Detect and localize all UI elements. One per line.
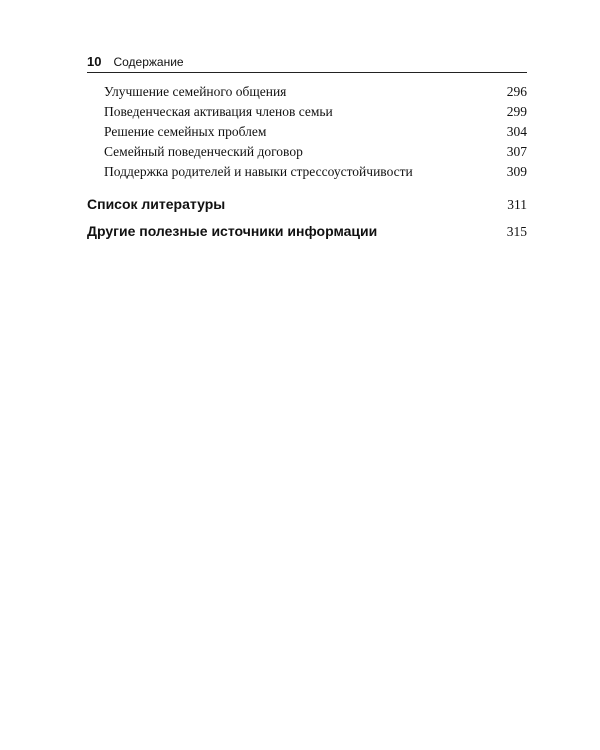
running-head <box>87 54 527 74</box>
toc-entry <box>87 84 527 104</box>
toc-entry-page: 296 <box>506 84 527 99</box>
toc-entry-title: Решение семейных проблем <box>104 124 267 139</box>
toc-entry-title: Семейный поведенческий договор <box>104 144 303 159</box>
toc-chapter-page: 311 <box>507 197 527 212</box>
toc-chapter-title: Другие полезные источники информации <box>87 223 378 239</box>
toc-entry <box>87 164 527 184</box>
toc-entry <box>87 144 527 164</box>
toc-entry <box>87 104 527 124</box>
toc-entry-page: 307 <box>506 144 527 159</box>
toc-entry-title: Поддержка родителей и навыки стрессоустойчивости <box>104 164 413 179</box>
toc-entry-page: 299 <box>506 104 527 119</box>
page-number: 10 <box>87 54 102 69</box>
toc-entry-page: 309 <box>506 164 527 179</box>
table-of-contents <box>87 84 527 250</box>
toc-entry-title: Улучшение семейного общения <box>104 84 287 99</box>
toc-chapter-page: 315 <box>506 224 527 239</box>
toc-chapter-entry <box>87 196 527 223</box>
toc-chapter-title: Список литературы <box>87 196 226 212</box>
toc-chapter-entry <box>87 223 527 250</box>
toc-entry <box>87 124 527 144</box>
header-rule <box>87 72 527 73</box>
toc-entry-title: Поведенческая активация членов семьи <box>104 104 333 119</box>
toc-entry-page: 304 <box>506 124 527 139</box>
section-name: Содержание <box>113 55 184 69</box>
